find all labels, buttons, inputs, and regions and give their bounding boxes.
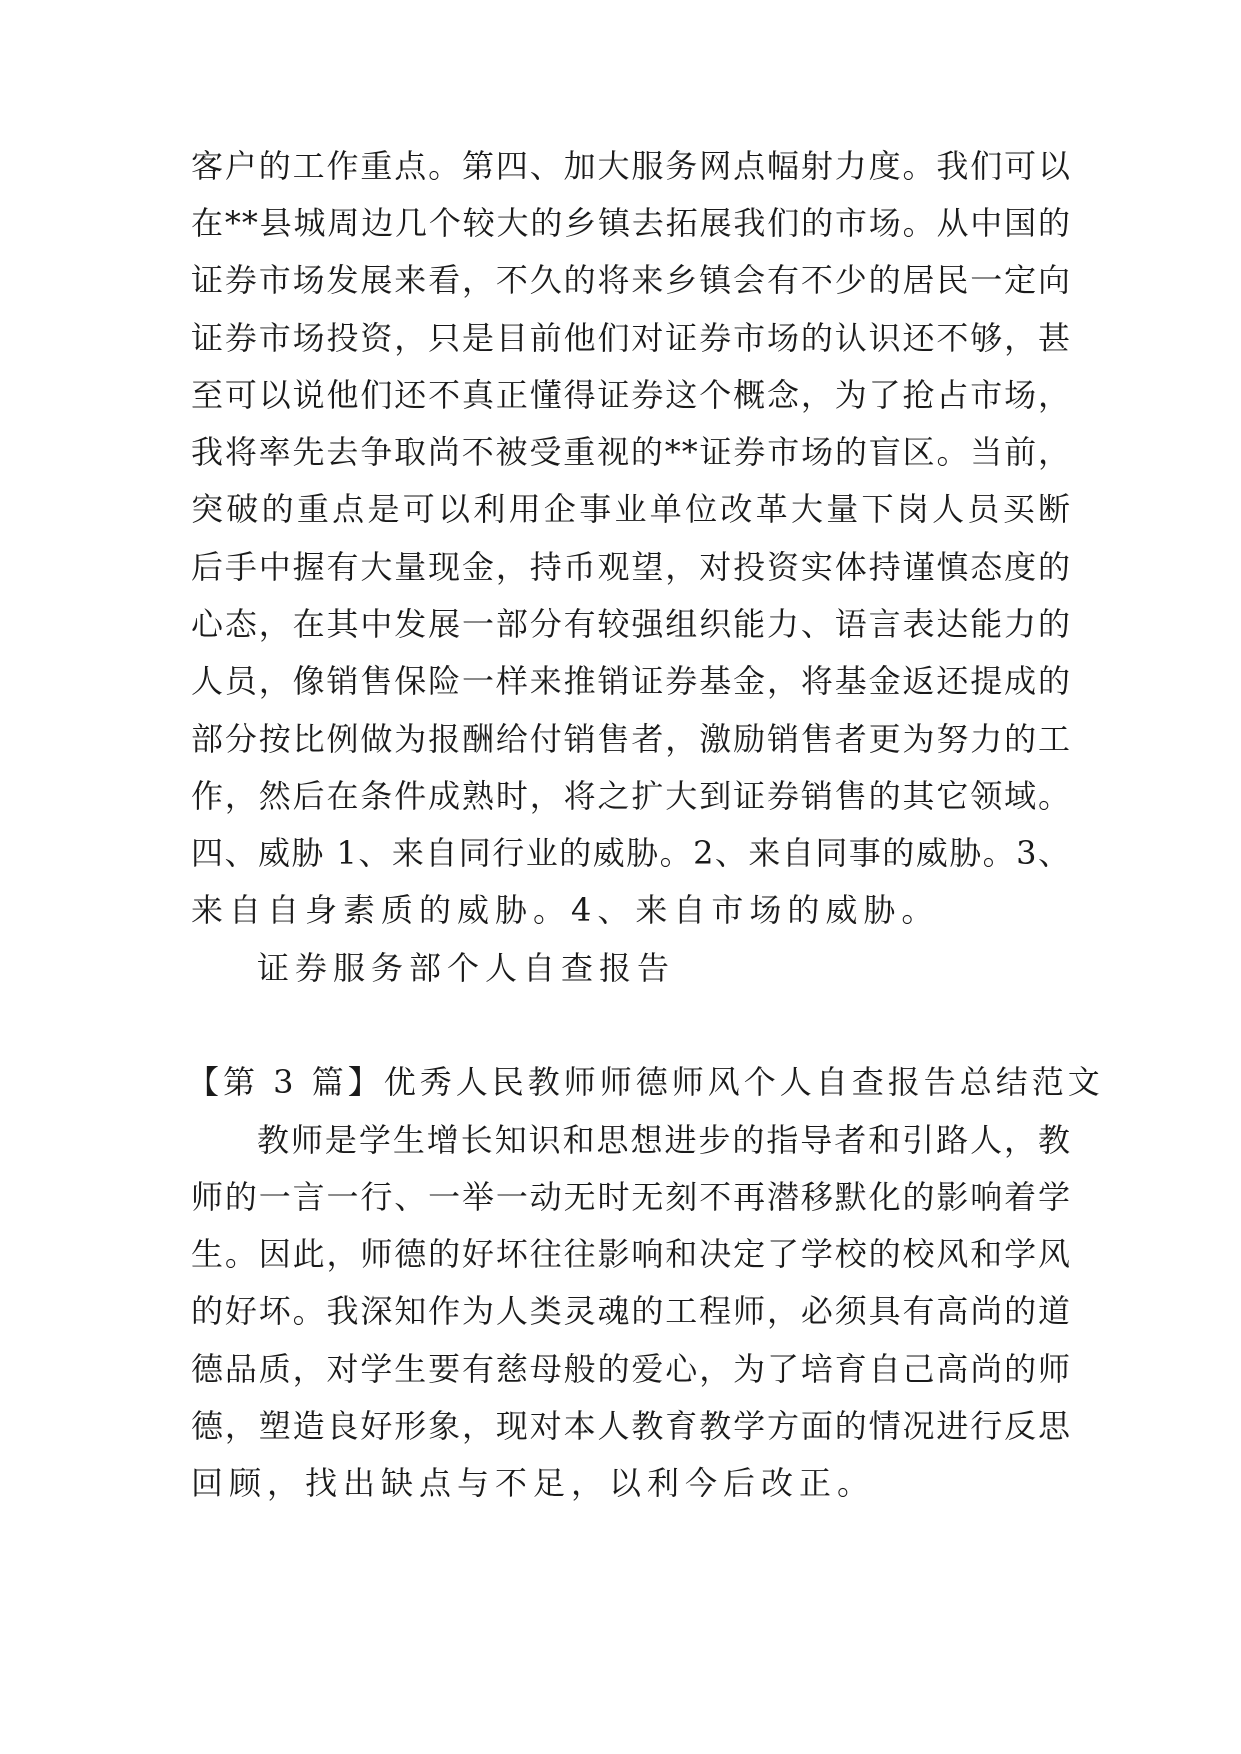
paragraph-line: 证券市场发展来看，不久的将来乡镇会有不少的居民一定向 [191,261,1071,299]
paragraph-line: 德，塑造良好形象，现对本人教育教学方面的情况进行反思 [191,1407,1071,1445]
paragraph-line: 我将率先去争取尚不被受重视的**证券市场的盲区。当前， [191,433,1071,471]
paragraph-line: 部分按比例做为报酬给付销售者，激励销售者更为努力的工 [191,720,1071,758]
paragraph-line: 至可以说他们还不真正懂得证券这个概念，为了抢占市场， [191,376,1071,414]
paragraph-line: 作，然后在条件成熟时，将之扩大到证券销售的其它领域。 [191,777,1071,815]
paragraph-line: 人员，像销售保险一样来推销证券基金，将基金返还提成的 [191,662,1071,700]
paragraph-line: 突破的重点是可以利用企事业单位改革大量下岗人员买断 [191,490,1071,528]
paragraph-line: 来自自身素质的威胁。4、来自市场的威胁。 [191,891,940,929]
paragraph-line: 后手中握有大量现金，持币观望，对投资实体持谨慎态度的 [191,548,1071,586]
article-heading: 【第 3 篇】优秀人民教师师德师风个人自查报告总结范文 [187,1063,1104,1101]
paragraph-line: 客户的工作重点。第四、加大服务网点幅射力度。我们可以 [191,147,1071,185]
paragraph-line: 四、威胁 1、来自同行业的威胁。2、来自同事的威胁。3、 [191,834,1071,872]
paragraph-line: 在**县城周边几个较大的乡镇去拓展我们的市场。从中国的 [191,204,1071,242]
paragraph-line: 心态，在其中发展一部分有较强组织能力、语言表达能力的 [191,605,1071,643]
paragraph-line: 教师是学生增长知识和思想进步的指导者和引路人，教 [257,1121,1071,1159]
paragraph-line: 生。因此，师德的好坏往往影响和决定了学校的校风和学风 [191,1235,1071,1273]
paragraph-line: 师的一言一行、一举一动无时无刻不再潜移默化的影响着学 [191,1178,1071,1216]
paragraph-line: 的好坏。我深知作为人类灵魂的工程师，必须具有高尚的道 [191,1292,1071,1330]
paragraph-line: 证券市场投资，只是目前他们对证券市场的认识还不够，甚 [191,319,1071,357]
section-subtitle: 证券服务部个人自查报告 [257,949,676,987]
paragraph-line: 回顾，找出缺点与不足，以利今后改正。 [191,1464,876,1502]
paragraph-line: 德品质，对学生要有慈母般的爱心，为了培育自己高尚的师 [191,1350,1071,1388]
